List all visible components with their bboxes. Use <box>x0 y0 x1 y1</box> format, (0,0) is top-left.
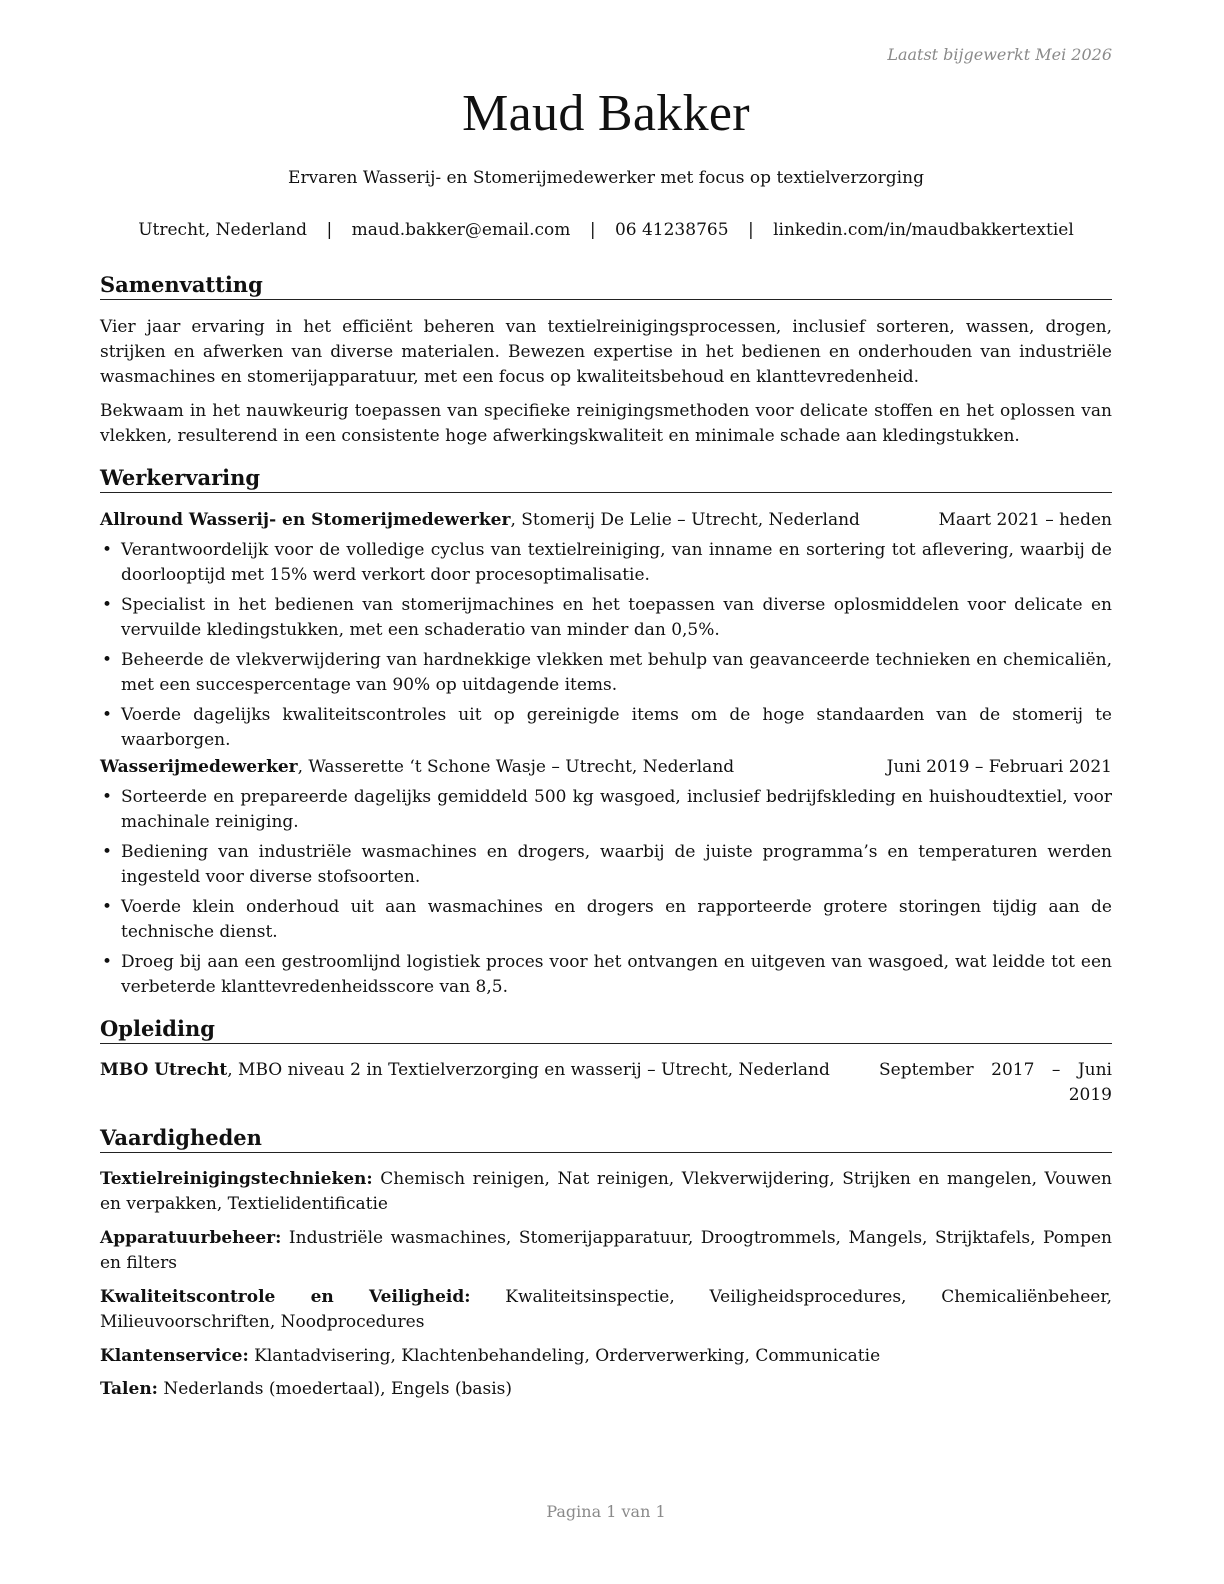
job-dates: Maart 2021 – heden <box>938 510 1112 530</box>
bullet-icon: • <box>102 897 113 917</box>
job-bullet-text: Specialist in het bedienen van stomerijmachines en het toepassen van diverse oplosmiddelen voor delicate en vervuilde kledingstukken, met een schaderatio van minder dan 0,5%. <box>121 595 1112 640</box>
job-bullet-text: Voerde dagelijks kwaliteitscontroles uit op gereinigde items om de hoge standaarden van de stomerij te waarborgen. <box>121 705 1112 750</box>
contact-location: Utrecht, Nederland <box>138 220 308 240</box>
bullet-icon: • <box>102 842 113 862</box>
skill-group-label: Kwaliteitscontrole en Veiligheid: <box>100 1287 471 1307</box>
skill-group-label: Apparatuurbeheer: <box>100 1228 282 1248</box>
job-dates: Juni 2019 – Februari 2021 <box>886 757 1112 777</box>
contact-separator: | <box>589 220 596 240</box>
job-bullet-text: Beheerde de vlekverwijdering van hardnekkige vlekken met behulp van geavanceerde technieken en chemicaliën, met een succespercentage van 90% op uitdagende items. <box>121 650 1112 695</box>
contact-linkedin[interactable]: linkedin.com/in/maudbakkertextiel <box>773 220 1074 240</box>
job-employer: , Stomerij De Lelie – Utrecht, Nederland <box>510 510 860 530</box>
candidate-tagline: Ervaren Wasserij- en Stomerijmedewerker met focus op textielverzorging <box>288 168 924 188</box>
bullet-icon: • <box>102 595 113 615</box>
job-role: Allround Wasserij- en Stomerijmedewerker <box>100 510 511 530</box>
skill-group-value: Industriële wasmachines, Stomerijapparatuur, Droogtrommels, Mangels, Strijktafels, Pompen en filters <box>100 1228 1112 1273</box>
job-bullets <box>100 538 1112 758</box>
skill-group <box>100 1344 1112 1369</box>
job-header <box>100 755 1112 780</box>
skill-group <box>100 1285 1112 1335</box>
bullet-icon: • <box>102 705 113 725</box>
job-bullet <box>100 895 1112 945</box>
job-bullet <box>100 785 1112 835</box>
section-title-summary: Samenvatting <box>100 272 1112 300</box>
summary-paragraph: Bekwaam in het nauwkeurig toepassen van specifieke reinigingsmethoden voor delicate stoffen en het oplossen van vlekken, resulterend in een consistente hoge afwerkingskwaliteit en minimale schade aan kledingstukken. <box>100 401 1112 446</box>
bullet-icon: • <box>102 540 113 560</box>
skill-group-value: Kwaliteitsinspectie, Veiligheidsprocedures, Chemicaliënbeheer, Milieuvoorschriften, Noodprocedures <box>100 1287 1112 1332</box>
education-school: MBO Utrecht <box>100 1060 228 1080</box>
last-updated-note: Laatst bijgewerkt Mei 2026 <box>887 45 1112 64</box>
contact-separator: | <box>326 220 333 240</box>
job-bullet-text: Voerde klein onderhoud uit aan wasmachines en drogers en rapporteerde grotere storingen tijdig aan de technische dienst. <box>121 897 1112 942</box>
job-bullets <box>100 785 1112 1005</box>
skill-group <box>100 1226 1112 1276</box>
contact-separator: | <box>747 220 754 240</box>
section-title-skills: Vaardigheden <box>100 1125 1112 1153</box>
section-title-education: Opleiding <box>100 1016 1112 1044</box>
section-title-experience: Werkervaring <box>100 465 1112 493</box>
skill-group-value: Klantadvisering, Klachtenbehandeling, Orderverwerking, Communicatie <box>248 1346 881 1366</box>
job-bullet <box>100 950 1112 1000</box>
summary-paragraph: Vier jaar ervaring in het efficiënt beheren van textielreinigingsprocessen, inclusief sorteren, wassen, drogen, strijken en afwerken van diverse materialen. Bewezen expertise in het bedienen en onderhouden van industriële wasmachines en stomerijapparatuur, met een focus op kwaliteitsbehoud en klanttevredenheid. <box>100 317 1112 387</box>
skill-group-label: Talen: <box>100 1379 158 1399</box>
job-bullet-text: Droeg bij aan een gestroomlijnd logistiek proces voor het ontvangen en uitgeven van wasgoed, wat leidde tot een verbeterde klanttevredenheidsscore van 8,5. <box>121 952 1112 997</box>
skill-group-label: Textielreinigingstechnieken: <box>100 1169 373 1189</box>
job-bullet-text: Sorteerde en prepareerde dagelijks gemiddeld 500 kg wasgoed, inclusief bedrijfskleding en huishoudtextiel, voor machinale reiniging. <box>121 787 1112 832</box>
education-detail: , MBO niveau 2 in Textielverzorging en wasserij – Utrecht, Nederland <box>227 1060 830 1080</box>
job-bullet-text: Verantwoordelijk voor de volledige cyclus van textielreiniging, van inname en sortering tot aflevering, waarbij de doorlooptijd met 15% werd verkort door procesoptimalisatie. <box>121 540 1112 585</box>
skill-group <box>100 1167 1112 1217</box>
skill-group-label: Klantenservice: <box>100 1346 249 1366</box>
skill-group <box>100 1377 1112 1402</box>
skill-group-value: Nederlands (moedertaal), Engels (basis) <box>157 1379 513 1399</box>
job-bullet <box>100 648 1112 698</box>
page-number-footer: Pagina 1 van 1 <box>546 1502 666 1521</box>
job-bullet <box>100 703 1112 753</box>
bullet-icon: • <box>102 787 113 807</box>
job-header <box>100 508 1112 533</box>
candidate-name: Maud Bakker <box>462 85 750 142</box>
contact-line <box>100 220 1112 240</box>
job-role: Wasserijmedewerker <box>100 757 298 777</box>
education-dates: September 2017 – Juni 2019 <box>879 1060 1112 1105</box>
job-bullet <box>100 538 1112 588</box>
contact-phone: 06 41238765 <box>614 220 729 240</box>
contact-email[interactable]: maud.bakker@email.com <box>351 220 571 240</box>
skill-group-value: Chemisch reinigen, Nat reinigen, Vlekverwijdering, Strijken en mangelen, Vouwen en verpakken, Textielidentificatie <box>100 1169 1112 1214</box>
job-bullet-text: Bediening van industriële wasmachines en drogers, waarbij de juiste programma’s en temperaturen werden ingesteld voor diverse stofsoorten. <box>121 842 1112 887</box>
job-employer: , Wasserette ‘t Schone Wasje – Utrecht, Nederland <box>297 757 735 777</box>
bullet-icon: • <box>102 650 113 670</box>
bullet-icon: • <box>102 952 113 972</box>
resume-page <box>100 0 1112 1584</box>
job-bullet <box>100 593 1112 643</box>
job-bullet <box>100 840 1112 890</box>
